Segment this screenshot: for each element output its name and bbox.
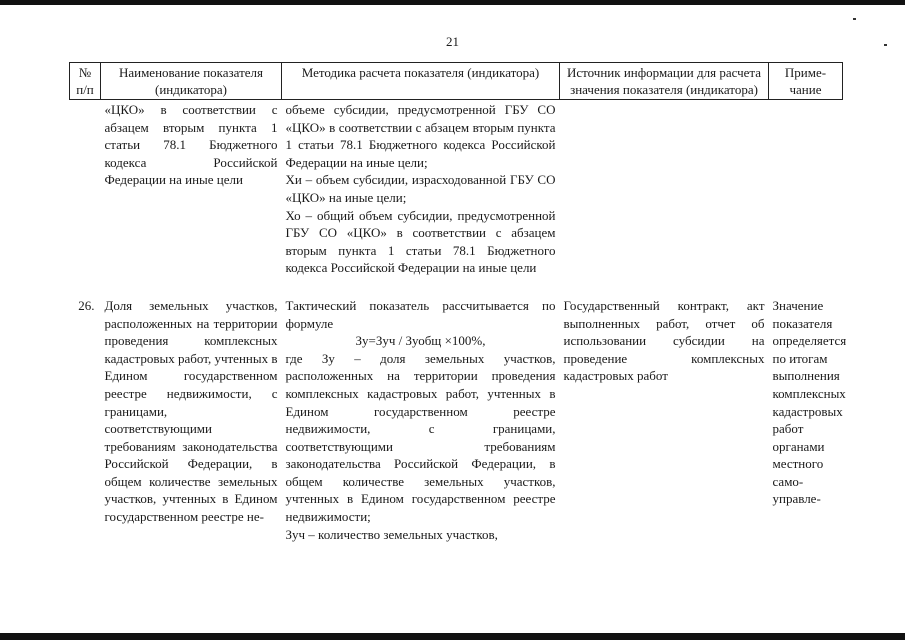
scan-top-border	[0, 0, 905, 5]
scan-bottom-border	[0, 633, 905, 640]
table-row-continued	[70, 100, 843, 277]
cont-method-line-2: Хи – объем субсидии, израсходованной ГБУ СО «ЦКО» на иные цели;	[285, 172, 556, 205]
cont-method	[282, 100, 560, 277]
header-method: Методика расчета показателя (индикатора)	[282, 63, 560, 100]
cont-method-line-3: Хо – общий объем субсидии, предусмотренной ГБУ СО «ЦКО» в соответствии с абзацем вторым пункта 1 статьи 78.1 Бюджетного кодекса Российской Федерации на иные цели	[285, 207, 556, 276]
row26-method-zuch: Зуч – количество земельных участков,	[285, 526, 498, 542]
table-row-26	[70, 277, 843, 543]
cont-method-line-1: объеме субсидии, предусмотренной ГБУ СО «ЦКО» в соответствии с абзацем вторым пункта 1 статьи 78.1 Бюджетного кодекса Российской Федерации на иные цели;	[285, 102, 556, 170]
row26-method-where: где Зу – доля земельных участков, расположенных на территории проведения комплексных кадастровых работ, учтенных в Едином государственном реестре недвижимости, с границами, соответствующими требованиям законодательства Российской Федерации, в общем количестве земельных участков, учтенных в Едином государственном реестре недвижимости;	[285, 350, 556, 525]
row26-note: Значение показателя определяется по итогам выполнения комплексных кадастровых работ органами местного само-управле-	[772, 297, 847, 507]
row26-method-intro: Тактический показатель рассчитывается по формуле	[285, 297, 556, 331]
row26-method	[282, 277, 560, 543]
cont-name: «ЦКО» в соответствии с абзацем вторым пункта 1 статьи 78.1 Бюджетного кодекса Российской Федерации на иные цели	[104, 102, 278, 188]
row26-formula: Зу=Зуч / Зуобщ ×100%,	[355, 333, 486, 349]
header-note: Приме-чание	[769, 63, 843, 100]
indicator-table	[69, 62, 847, 543]
header-source: Источник информации для расчета значения показателя (индикатора)	[560, 63, 769, 100]
header-name: Наименование показателя (индикатора)	[101, 63, 282, 100]
table-header-row	[70, 63, 843, 100]
row26-source: Государственный контракт, акт выполненных работ, отчет об использовании субсидии на проведение комплексных кадастровых работ	[563, 297, 765, 384]
header-num: № п/п	[70, 63, 101, 100]
scan-speck	[853, 18, 856, 20]
page-number: 21	[446, 34, 459, 49]
row26-name: Доля земельных участков, расположенных на территории проведения комплексных кадастровых работ, учтенных в Едином государственном реестре недвижимости, с границами, соответствующими требованиям законодательства Российской Федерации, в общем количестве земельных участков, учтенных в Едином государственном реестре не-	[104, 297, 278, 525]
row26-num: 26.	[78, 297, 95, 313]
